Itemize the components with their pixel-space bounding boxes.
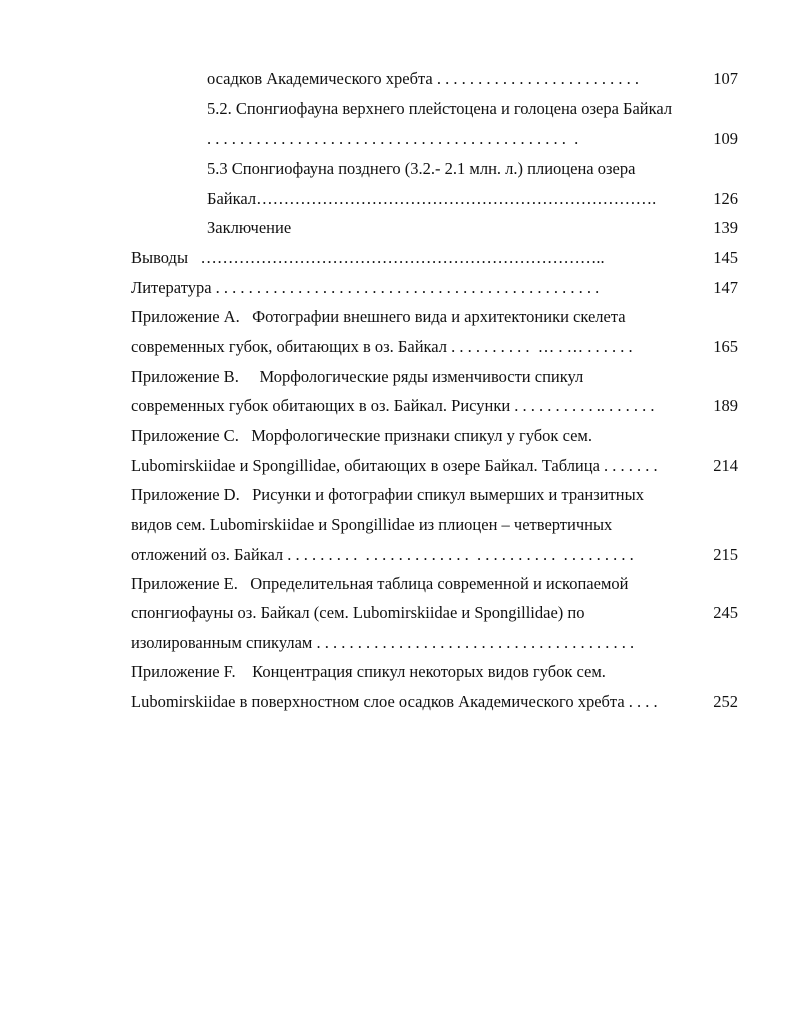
toc-entry-text: Заключение: [207, 218, 292, 237]
toc-entry-text: 5.3 Спонгиофауна позднего (3.2.- 2.1 млн. л.) плиоцена озера: [207, 159, 636, 178]
toc-entry-text: изолированным спикулам . . . . . . . . . . . . . . . . . . . . . . . . . . . . . . . . . . . . . . .: [131, 633, 635, 652]
toc-entry-page: 145: [713, 248, 738, 267]
toc-entry-text: Lubomirskiidae в поверхностном слое осадков Академического хребта . . . .: [131, 692, 658, 711]
toc-entry-text: Литература . . . . . . . . . . . . . . . . . . . . . . . . . . . . . . . . . . . . . . . . . . . . . . .: [131, 278, 600, 297]
toc-entry-page: 214: [713, 456, 738, 475]
toc-entry-page: 107: [713, 69, 738, 88]
toc-entry-page: 109: [713, 129, 738, 148]
toc-entry-page: 165: [713, 337, 738, 356]
toc-entry-page: 215: [713, 545, 738, 564]
toc-entry-text: Приложение D. Рисунки и фотографии спикул вымерших и транзитных: [131, 485, 644, 504]
toc-entry-text: Приложение В. Морфологические ряды изменчивости спикул: [131, 367, 584, 386]
toc-entry-text: Выводы ………………………………………………………………..: [131, 248, 605, 267]
toc-entry-leader: . . . . . . . . . . . . . . . . . . . . . . . . . . . . . . . . . . . . . . . . . . . . .: [207, 129, 579, 148]
toc-entry-text: Байкал……………………………………………………………….: [207, 189, 657, 208]
toc-entry-page: 139: [713, 218, 738, 237]
toc-entry-text: Приложение Е. Определительная таблица современной и ископаемой: [131, 574, 629, 593]
toc-entry-text: отложений оз. Байкал . . . . . . . . . . . . . . . . . . . . . . . . . . . . . . . . . . . . . . . . .: [131, 545, 634, 564]
toc-entry-page: 245: [713, 603, 738, 622]
toc-entry-text: современных губок обитающих в оз. Байкал. Рисунки . . . . . . . . . . .. . . . . . .: [131, 396, 655, 415]
toc-entry-text: спонгиофауны оз. Байкал (сем. Lubomirskiidae и Spongillidae) по: [131, 603, 585, 622]
toc-entry-text: 5.2. Спонгиофауна верхнего плейстоцена и голоцена озера Байкал: [207, 99, 673, 118]
toc-entry-text: видов сем. Lubomirskiidae и Spongillidae из плиоцен – четвертичных: [131, 515, 613, 534]
toc-entry-page: 147: [713, 278, 738, 297]
toc-entry-text: Приложение F. Концентрация спикул некоторых видов губок сем.: [131, 662, 606, 681]
toc-entry-page: 252: [713, 692, 738, 711]
toc-entry-page: 189: [713, 396, 738, 415]
toc-entry-text: осадков Академического хребта . . . . . . . . . . . . . . . . . . . . . . . . .: [207, 69, 639, 88]
toc-entry-page: 126: [713, 189, 738, 208]
toc-entry-text: Приложение А. Фотографии внешнего вида и архитектоники скелета: [131, 307, 626, 326]
toc-entry-text: Приложение С. Морфологические признаки спикул у губок сем.: [131, 426, 592, 445]
toc-entry-text: современных губок, обитающих в оз. Байкал . . . . . . . . . . … . … . . . . . .: [131, 337, 633, 356]
toc-entry-text: Lubomirskiidae и Spongillidae, обитающих в озере Байкал. Таблица . . . . . . .: [131, 456, 658, 475]
